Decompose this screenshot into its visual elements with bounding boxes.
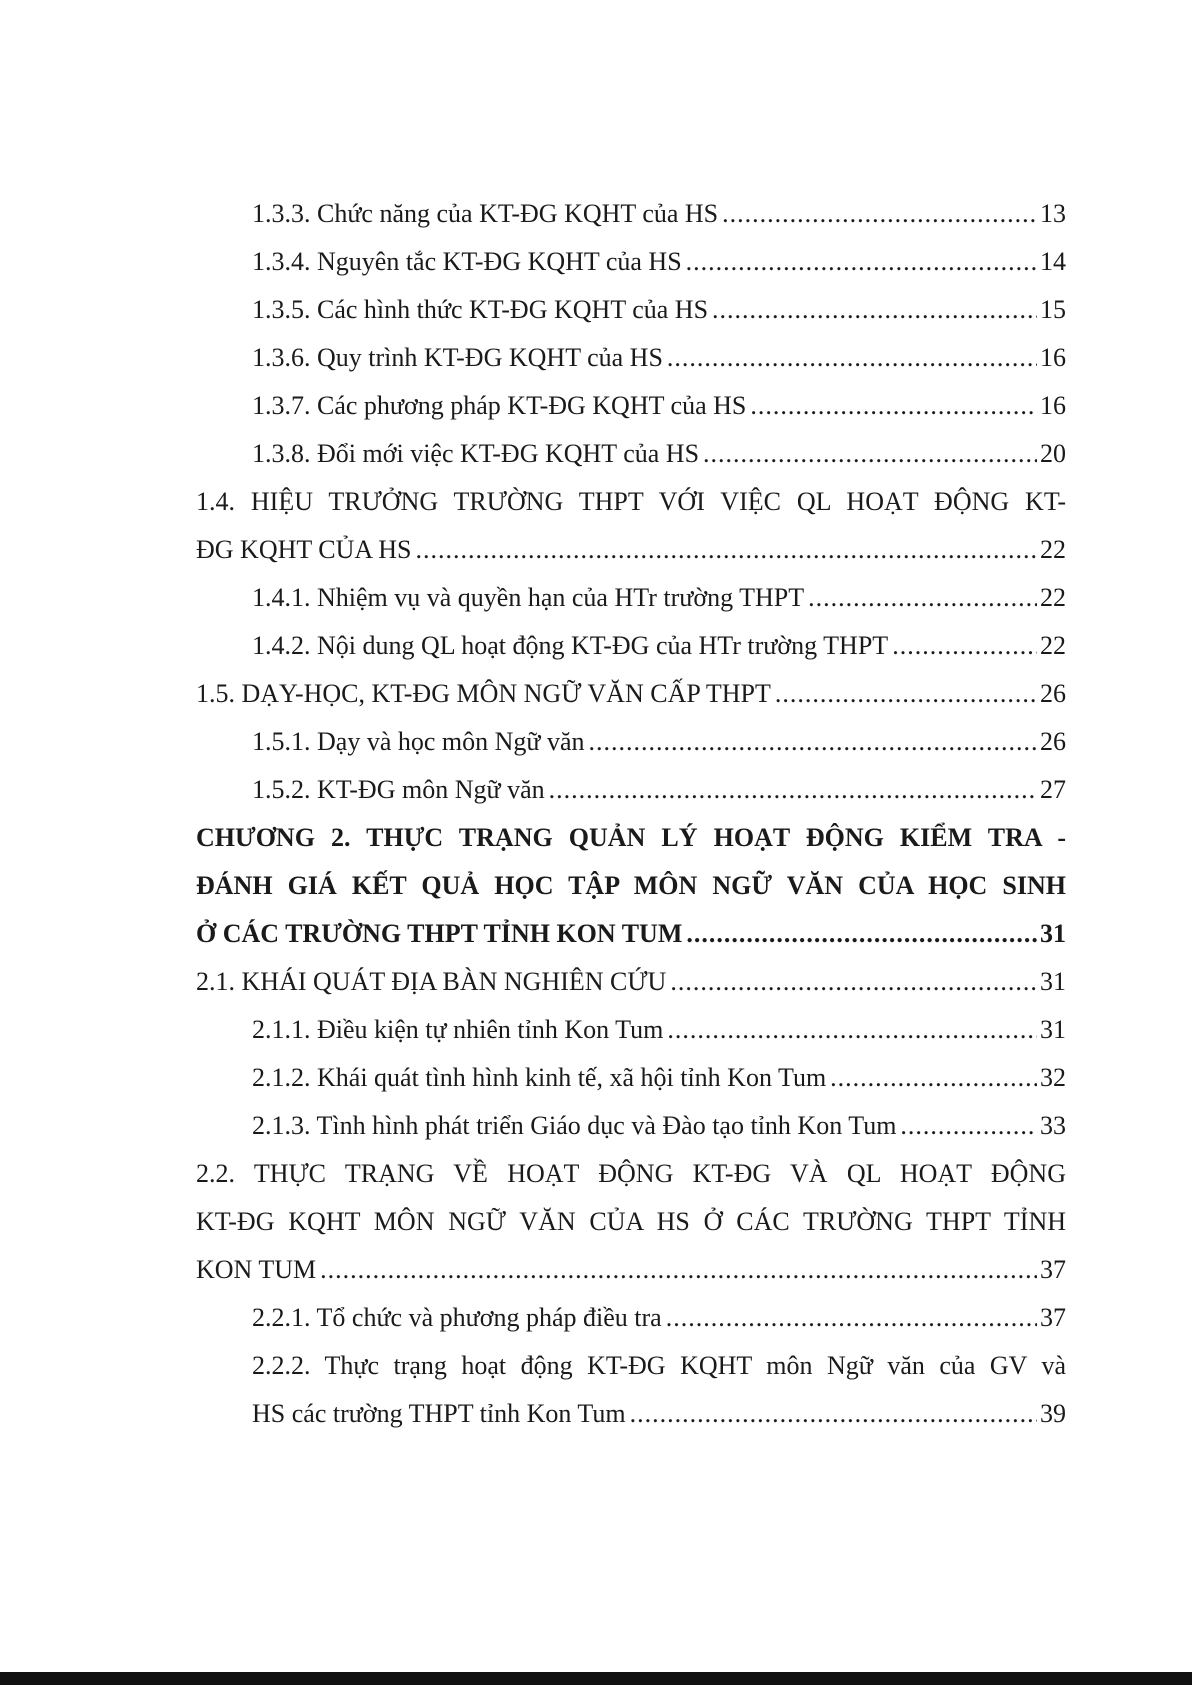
toc-entry-title: 1.5.1. Dạy và học môn Ngữ văn [252, 727, 585, 756]
toc-entry-2-2-line-2[interactable]: KT-ĐG KQHT MÔN NGỮ VĂN CỦA HS Ở CÁC TRƯỜNG THPT TỈNH [196, 1207, 1066, 1236]
dot-leader [630, 1390, 1037, 1438]
toc-entry-title: 1.3.7. Các phương pháp KT-ĐG KQHT của HS [252, 391, 747, 420]
toc-page-number: 13 [1040, 199, 1066, 228]
toc-entry-title: KON TUM [196, 1255, 317, 1284]
page-bottom-edge [0, 1672, 1192, 1685]
toc-entry-1-4[interactable] [196, 526, 1066, 574]
toc-entry-2-2-2-line[interactable]: 2.2.2. Thực trạng hoạt động KT-ĐG KQHT môn Ngữ văn của GV và [252, 1351, 1066, 1380]
toc-page-number: 27 [1040, 775, 1066, 804]
toc-page-number: 22 [1040, 535, 1066, 564]
dot-leader [686, 238, 1037, 286]
toc-entry-title: 1.5.2. KT-ĐG môn Ngữ văn [252, 775, 545, 804]
toc-entry-title: 2.2.1. Tổ chức và phương pháp điều tra [252, 1303, 662, 1332]
toc-page-number: 31 [1040, 919, 1066, 948]
toc-page-number: 37 [1040, 1303, 1066, 1332]
toc-entry-title: Ở CÁC TRƯỜNG THPT TỈNH KON TUM [196, 919, 683, 948]
toc-entry-title: 1.5. DẠY-HỌC, KT-ĐG MÔN NGỮ VĂN CẤP THPT [196, 679, 771, 708]
toc-page-number: 26 [1040, 727, 1066, 756]
toc-entry-title: 1.3.5. Các hình thức KT-ĐG KQHT của HS [252, 295, 709, 324]
toc-page-number: 37 [1040, 1255, 1066, 1284]
toc-page-number: 20 [1040, 439, 1066, 468]
toc-entry-2-2-1[interactable] [196, 1294, 1066, 1342]
toc-entry-1-5-2[interactable] [196, 766, 1066, 814]
toc-entry-2-1-2[interactable] [196, 1054, 1066, 1102]
toc-entry-1-3-7[interactable] [196, 382, 1066, 430]
toc-entry-title: 1.3.6. Quy trình KT-ĐG KQHT của HS [252, 343, 663, 372]
dot-leader [722, 190, 1037, 238]
toc-entry-2-1[interactable] [196, 958, 1066, 1006]
toc-page-number: 16 [1040, 343, 1066, 372]
toc-entry-2-2-2[interactable] [196, 1390, 1066, 1438]
toc-entry-1-3-5[interactable] [196, 286, 1066, 334]
toc-page-number: 31 [1040, 1015, 1066, 1044]
toc-page-number: 16 [1040, 391, 1066, 420]
toc-entry-title: 2.1. KHÁI QUÁT ĐỊA BÀN NGHIÊN CỨU [196, 967, 667, 996]
toc-entry-title: 2.1.2. Khái quát tình hình kinh tế, xã hội tỉnh Kon Tum [252, 1063, 827, 1092]
toc-entry-1-4-1[interactable] [196, 574, 1066, 622]
toc-entry-2-2[interactable] [196, 1246, 1066, 1294]
dot-leader [808, 574, 1037, 622]
toc-entry-title: 1.3.4. Nguyên tắc KT-ĐG KQHT của HS [252, 247, 682, 276]
toc-entry-title: 1.3.8. Đổi mới việc KT-ĐG KQHT của HS [252, 439, 700, 468]
toc-entry-1-3-3[interactable] [196, 190, 1066, 238]
toc-entry-1-4-line[interactable]: 1.4. HIỆU TRƯỞNG TRƯỜNG THPT VỚI VIỆC QL HOẠT ĐỘNG KT- [196, 487, 1066, 516]
toc-entry-title: 1.4.1. Nhiệm vụ và quyền hạn của HTr trường THPT [252, 583, 805, 612]
toc-entry-1-4-2[interactable] [196, 622, 1066, 670]
toc-entry-1-3-8[interactable] [196, 430, 1066, 478]
dot-leader [416, 526, 1038, 574]
toc-entry-2-2-line-1[interactable]: 2.2. THỰC TRẠNG VỀ HOẠT ĐỘNG KT-ĐG VÀ QL HOẠT ĐỘNG [196, 1159, 1066, 1188]
toc-chapter-2[interactable] [196, 910, 1066, 958]
toc-page-number: 22 [1040, 631, 1066, 660]
toc-entry-title: 1.3.3. Chức năng của KT-ĐG KQHT của HS [252, 199, 719, 228]
table-of-contents [196, 190, 1066, 1438]
toc-entry-1-3-4[interactable] [196, 238, 1066, 286]
toc-page-number: 26 [1040, 679, 1066, 708]
dot-leader [712, 286, 1037, 334]
toc-entry-title: ĐG KQHT CỦA HS [196, 535, 412, 564]
dot-leader [686, 910, 1037, 958]
dot-leader [549, 766, 1037, 814]
toc-entry-title: 2.1.1. Điều kiện tự nhiên tỉnh Kon Tum [252, 1015, 664, 1044]
dot-leader [667, 1006, 1037, 1054]
toc-page-number: 14 [1040, 247, 1066, 276]
toc-chapter-2-line-2[interactable]: ĐÁNH GIÁ KẾT QUẢ HỌC TẬP MÔN NGỮ VĂN CỦA HỌC SINH [196, 871, 1066, 900]
dot-leader [775, 670, 1037, 718]
toc-page-number: 22 [1040, 583, 1066, 612]
dot-leader [830, 1054, 1037, 1102]
dot-leader [666, 1294, 1037, 1342]
toc-entry-title: 2.1.3. Tình hình phát triển Giáo dục và Đào tạo tỉnh Kon Tum [252, 1111, 897, 1140]
dot-leader [703, 430, 1037, 478]
toc-page-number: 33 [1040, 1111, 1066, 1140]
toc-entry-2-1-3[interactable] [196, 1102, 1066, 1150]
toc-page-number: 39 [1040, 1399, 1066, 1428]
dot-leader [892, 622, 1037, 670]
toc-entry-1-5-1[interactable] [196, 718, 1066, 766]
toc-entry-1-3-6[interactable] [196, 334, 1066, 382]
dot-leader [320, 1246, 1037, 1294]
toc-chapter-2-line-1[interactable]: CHƯƠNG 2. THỰC TRẠNG QUẢN LÝ HOẠT ĐỘNG KIỂM TRA - [196, 823, 1066, 852]
toc-entry-1-5[interactable] [196, 670, 1066, 718]
toc-page-number: 31 [1040, 967, 1066, 996]
toc-page-number: 15 [1040, 295, 1066, 324]
dot-leader [900, 1102, 1037, 1150]
toc-entry-2-1-1[interactable] [196, 1006, 1066, 1054]
dot-leader [670, 958, 1037, 1006]
toc-page-number: 32 [1040, 1063, 1066, 1092]
toc-entry-title: HS các trường THPT tỉnh Kon Tum [252, 1399, 626, 1428]
toc-entry-title: 1.4.2. Nội dung QL hoạt động KT-ĐG của HTr trường THPT [252, 631, 889, 660]
dot-leader [750, 382, 1037, 430]
dot-leader [667, 334, 1037, 382]
dot-leader [589, 718, 1037, 766]
